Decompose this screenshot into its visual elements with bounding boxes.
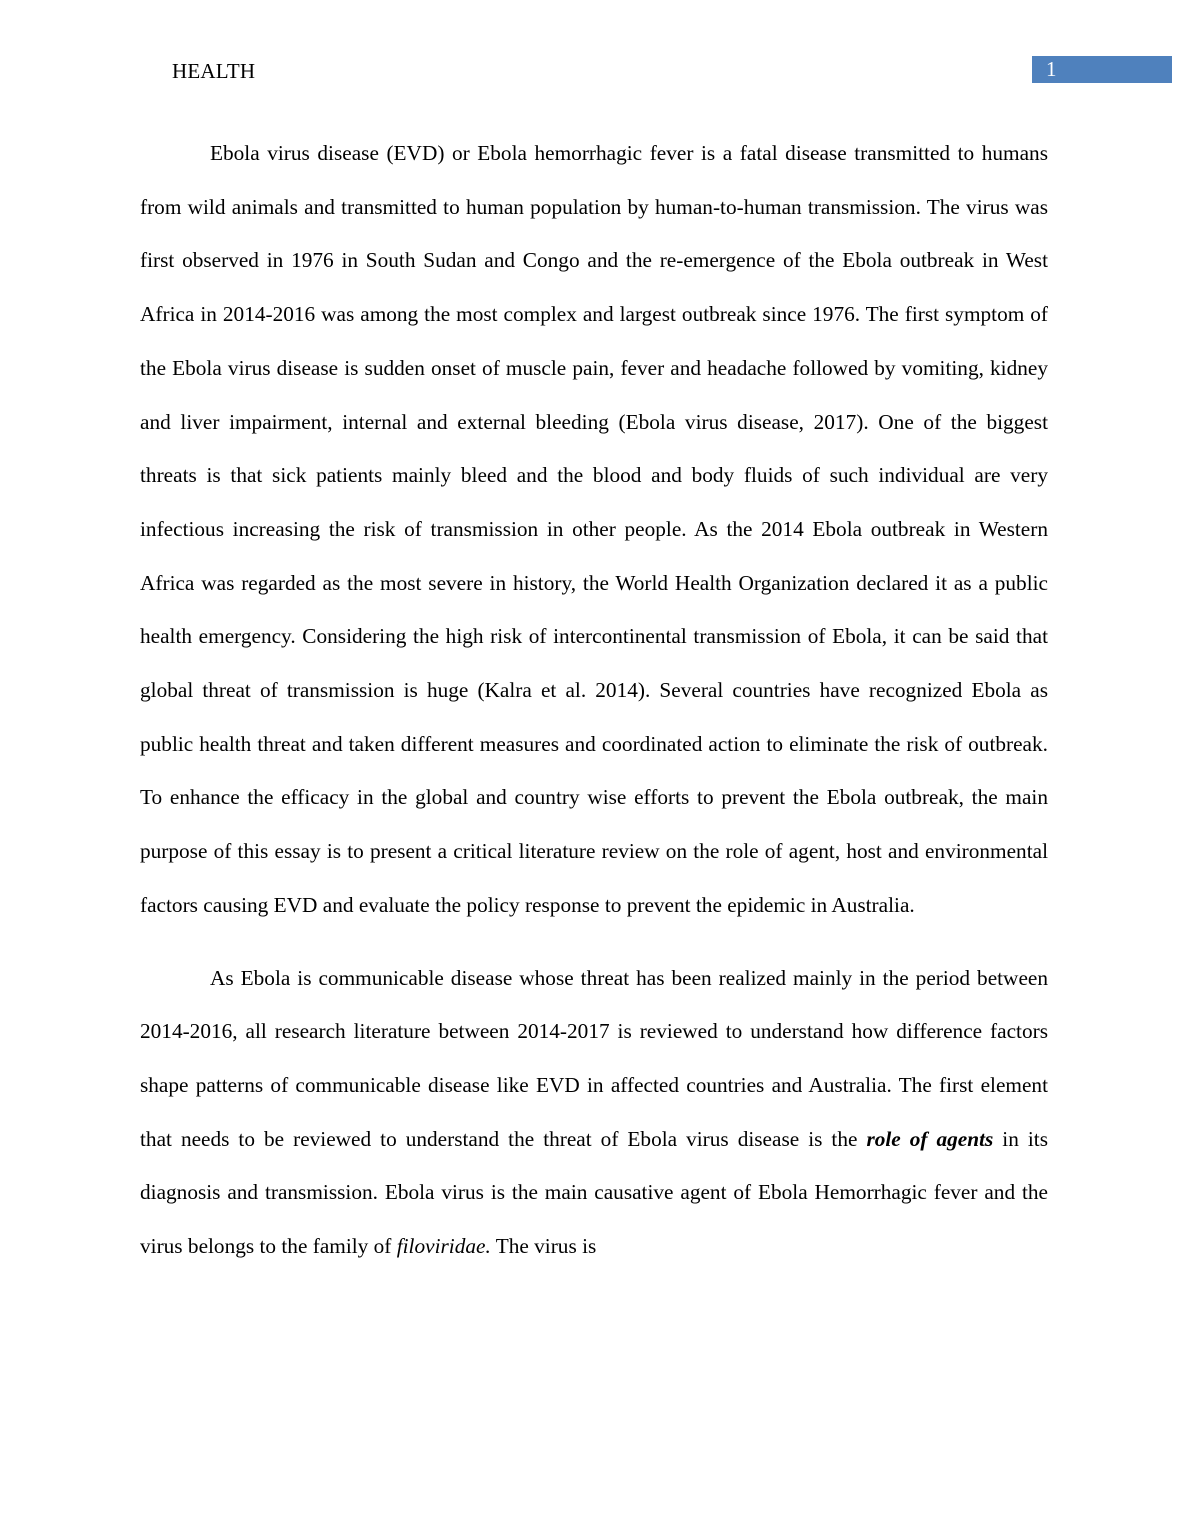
page-number: 1: [1046, 57, 1057, 81]
paragraph-2-text-part1: As Ebola is communicable disease whose threat has been realized mainly in the period between 2014-2016, all research literature between 2014-2017 is reviewed to understand how difference factors shape patterns of communicable disease like EVD in affected countries and Australia. The first element that needs to be reviewed to understand the threat of Ebola virus disease is the: [140, 965, 1048, 1151]
paragraph-2-text-part3: The virus is: [490, 1234, 597, 1259]
page-number-badge: [1032, 56, 1172, 83]
paragraph-2-text-part2: in its diagnosis and transmission. Ebola virus is the main causative agent of Ebola Hemorrhagic fever and the virus belongs to the family of: [140, 1126, 1048, 1259]
emphasis-role-of-agents: role of agents: [866, 1126, 994, 1151]
virus-family-name: filoviridae.: [396, 1234, 491, 1259]
paragraph-2: [140, 952, 1048, 1274]
paragraph-1: Ebola virus disease (EVD) or Ebola hemorrhagic fever is a fatal disease transmitted to humans from wild animals and transmitted to human population by human-to-human transmission. The virus was first observed in 1976 in South Sudan and Congo and the re-emergence of the Ebola outbreak in West Africa in 2014-2016 was among the most complex and largest outbreak since 1976. The first symptom of the Ebola virus disease is sudden onset of muscle pain, fever and headache followed by vomiting, kidney and liver impairment, internal and external bleeding (Ebola virus disease, 2017). One of the biggest threats is that sick patients mainly bleed and the blood and body fluids of such individual are very infectious increasing the risk of transmission in other people. As the 2014 Ebola outbreak in Western Africa was regarded as the most severe in history, the World Health Organization declared it as a public health emergency. Considering the high risk of intercontinental transmission of Ebola, it can be said that global threat of transmission is huge (Kalra et al. 2014). Several countries have recognized Ebola as public health threat and taken different measures and coordinated action to eliminate the risk of outbreak. To enhance the efficacy in the global and country wise efforts to prevent the Ebola outbreak, the main purpose of this essay is to present a critical literature review on the role of agent, host and environmental factors causing EVD and evaluate the policy response to prevent the epidemic in Australia.: [140, 141, 1048, 917]
running-header-title: HEALTH: [172, 59, 256, 83]
document-body: [140, 127, 1048, 1274]
